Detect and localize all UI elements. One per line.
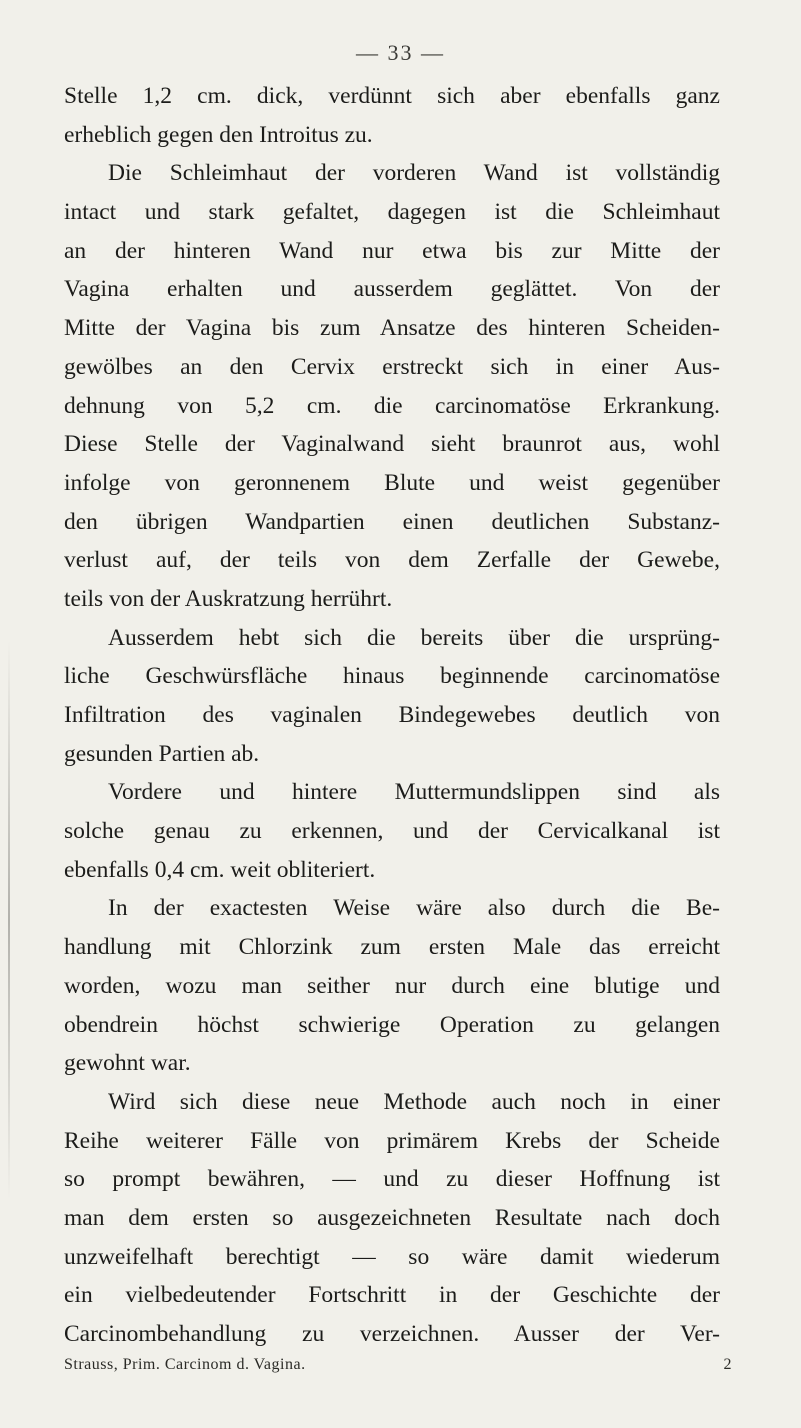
footer-signature: Strauss, Prim. Carcinom d. Vagina. xyxy=(64,1356,306,1373)
text-line: gesunden Partien ab. xyxy=(64,740,260,767)
text-line: gewohnt war. xyxy=(64,1050,191,1077)
text-line: teils von der Auskratzung herrührt. xyxy=(64,585,393,612)
text-line: gewölbes an den Cervix erstreckt sich in einer Aus- xyxy=(64,353,720,380)
text-line: solche genau zu erkennen, und der Cervicalkanal ist xyxy=(64,818,720,845)
page-footer xyxy=(64,1356,732,1428)
text-line: ebenfalls 0,4 cm. weit obliteriert. xyxy=(64,856,376,883)
text-line: intact und stark gefaltet, dagegen ist die Schleimhaut xyxy=(64,199,720,226)
text-line: Reihe weiterer Fälle von primärem Krebs der Scheide xyxy=(64,1127,720,1154)
page-number: — 33 — xyxy=(356,40,445,65)
text-line: obendrein höchst schwierige Operation zu gelangen xyxy=(64,1011,720,1038)
text-line: Infiltration des vaginalen Bindegewebes deutlich von xyxy=(64,702,720,728)
text-line: worden, wozu man seither nur durch eine blutige und xyxy=(64,972,720,999)
text-line: handlung mit Chlorzink zum ersten Male das erreicht xyxy=(64,934,720,961)
text-line: man dem ersten so ausgezeichneten Resultate nach doch xyxy=(64,1204,720,1231)
text-line: Mitte der Vagina bis zum Ansatze des hinteren Scheiden- xyxy=(64,315,720,342)
footer-sheet-number: 2 xyxy=(723,1356,732,1373)
text-line: an der hinteren Wand nur etwa bis zur Mitte der xyxy=(64,237,720,264)
text-line: infolge von geronnenem Blute und weist gegenüber xyxy=(64,469,720,496)
text-line: verlust auf, der teils von dem Zerfalle der Gewebe, xyxy=(64,547,720,574)
text-line: Diese Stelle der Vaginalwand sieht braunrot aus, wohl xyxy=(64,431,720,458)
text-line: Ausserdem hebt sich die bereits über die ursprüng- xyxy=(108,624,720,651)
body-text xyxy=(64,77,720,1354)
text-line: unzweifelhaft berechtigt — so wäre damit wiederum xyxy=(64,1243,720,1270)
text-line: Vordere und hintere Muttermundslippen sind als xyxy=(108,779,720,806)
text-line: erheblich gegen den Introitus zu. xyxy=(64,121,373,148)
text-line: dehnung von 5,2 cm. die carcinomatöse Erkrankung. xyxy=(64,392,720,419)
text-line: Carcinombehandlung zu verzeichnen. Ausser der Ver- xyxy=(64,1321,720,1347)
text-line: Stelle 1,2 cm. dick, verdünnt sich aber ebenfalls ganz xyxy=(64,83,720,109)
text-line: liche Geschwürsfläche hinaus beginnende carcinomatöse xyxy=(64,663,720,690)
text-line: Vagina erhalten und ausserdem geglättet. Von der xyxy=(64,276,720,303)
page-edge-shadow xyxy=(8,640,10,1200)
text-line: ein vielbedeutender Fortschritt in der Geschichte der xyxy=(64,1282,720,1309)
text-line: so prompt bewähren, — und zu dieser Hoffnung ist xyxy=(64,1166,720,1193)
text-line: In der exactesten Weise wäre also durch die Be- xyxy=(108,895,720,922)
text-line: den übrigen Wandpartien einen deutlichen Substanz- xyxy=(64,508,720,535)
text-line: Die Schleimhaut der vorderen Wand ist vollständig xyxy=(108,160,720,187)
text-line: Wird sich diese neue Methode auch noch in einer xyxy=(108,1088,720,1115)
